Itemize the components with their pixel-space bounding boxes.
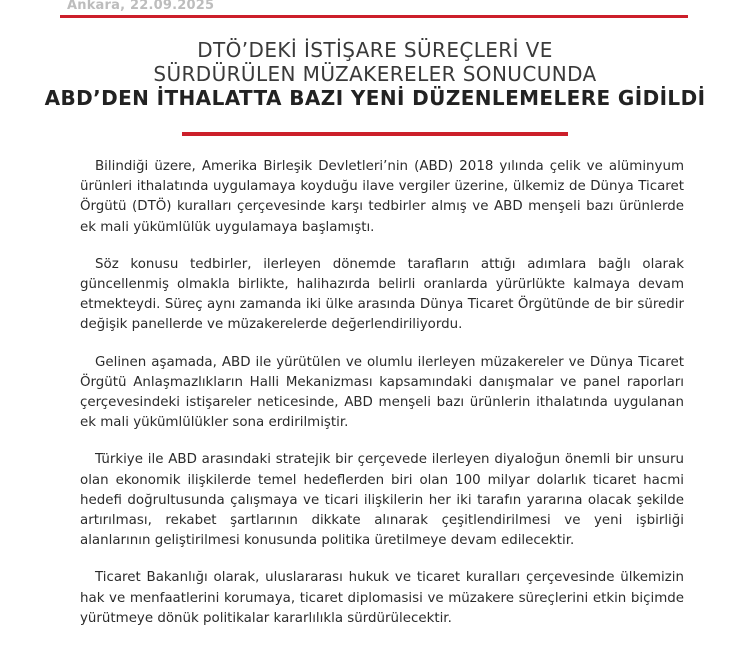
press-release-body [80, 157, 684, 646]
paragraph-4: Türkiye ile ABD arasındaki stratejik bir çerçevede ilerleyen diyaloğun önemli bir unsuru olan ekonomik ilişkilerde temel hedeflerden biri olan 100 milyar dolarlık ticaret hacmi hedefi doğrultusunda çalışmaya ve ticari ilişkilerin her iki tarafın yararına olacak şekilde artırılması, rekabet şartlarının dikkate alınarak çeşitlendirilmesi ve yeni işbirliği alanlarının geliştirilmesi konusunda politika üretilmeye devam edilecektir. [80, 452, 684, 549]
title-line-1: DTÖ’DEKİ İSTİŞARE SÜREÇLERİ VE [197, 38, 553, 62]
top-divider [60, 15, 688, 18]
title-line-2: SÜRDÜRÜLEN MÜZAKERELER SONUCUNDA [153, 62, 597, 86]
paragraph-2: Söz konusu tedbirler, ilerleyen dönemde tarafların attığı adımlara bağlı olarak güncellenmiş olmakla birlikte, halihazırda belirli oranlarda yürürlükte kalmaya devam etmekteydi. Süreç aynı zamanda iki ülke arasında Dünya Ticaret Örgütünde de bir süredir değişik panellerde ve müzakerelerde değerlendiriliyordu. [80, 256, 684, 333]
title-divider [182, 132, 568, 136]
paragraph-3: Gelinen aşamada, ABD ile yürütülen ve olumlu ilerleyen müzakereler ve Dünya Ticaret Örgütü Anlaşmazlıkların Halli Mekanizması kapsamındaki danışmalar ve panel raporları çerçevesindeki istişareler neticesinde, ABD menşeli bazı ürünlerin ithalatında uygulanan ek mali yükümlülükler sona erdirilmiştir. [80, 354, 684, 431]
page-title [0, 38, 750, 110]
paragraph-1: Bilindiği üzere, Amerika Birleşik Devletleri’nin (ABD) 2018 yılında çelik ve alüminyum ürünleri ithalatında uygulamaya koyduğu ilave vergiler üzerine, ülkemiz de Dünya Ticaret Örgütü (DTÖ) kuralları çerçevesinde karşı tedbirler almış ve ABD menşeli bazı ürünlerde ek mali yükümlülük uygulamaya başlamıştı. [80, 159, 684, 235]
paragraph-5: Ticaret Bakanlığı olarak, uluslararası hukuk ve ticaret kuralları çerçevesinde ülkemizin hak ve menfaatlerini korumaya, ticaret diplomasisi ve müzakere süreçlerini etkin biçimde yürütmeye dönük politikalar kararlılıkla sürdürülecektir. [80, 570, 684, 626]
date-label: Ankara, 22.09.2025 [67, 0, 215, 13]
title-line-3: ABD’DEN İTHALATTA BAZI YENİ DÜZENLEMELERE GİDİLDİ [44, 86, 706, 110]
